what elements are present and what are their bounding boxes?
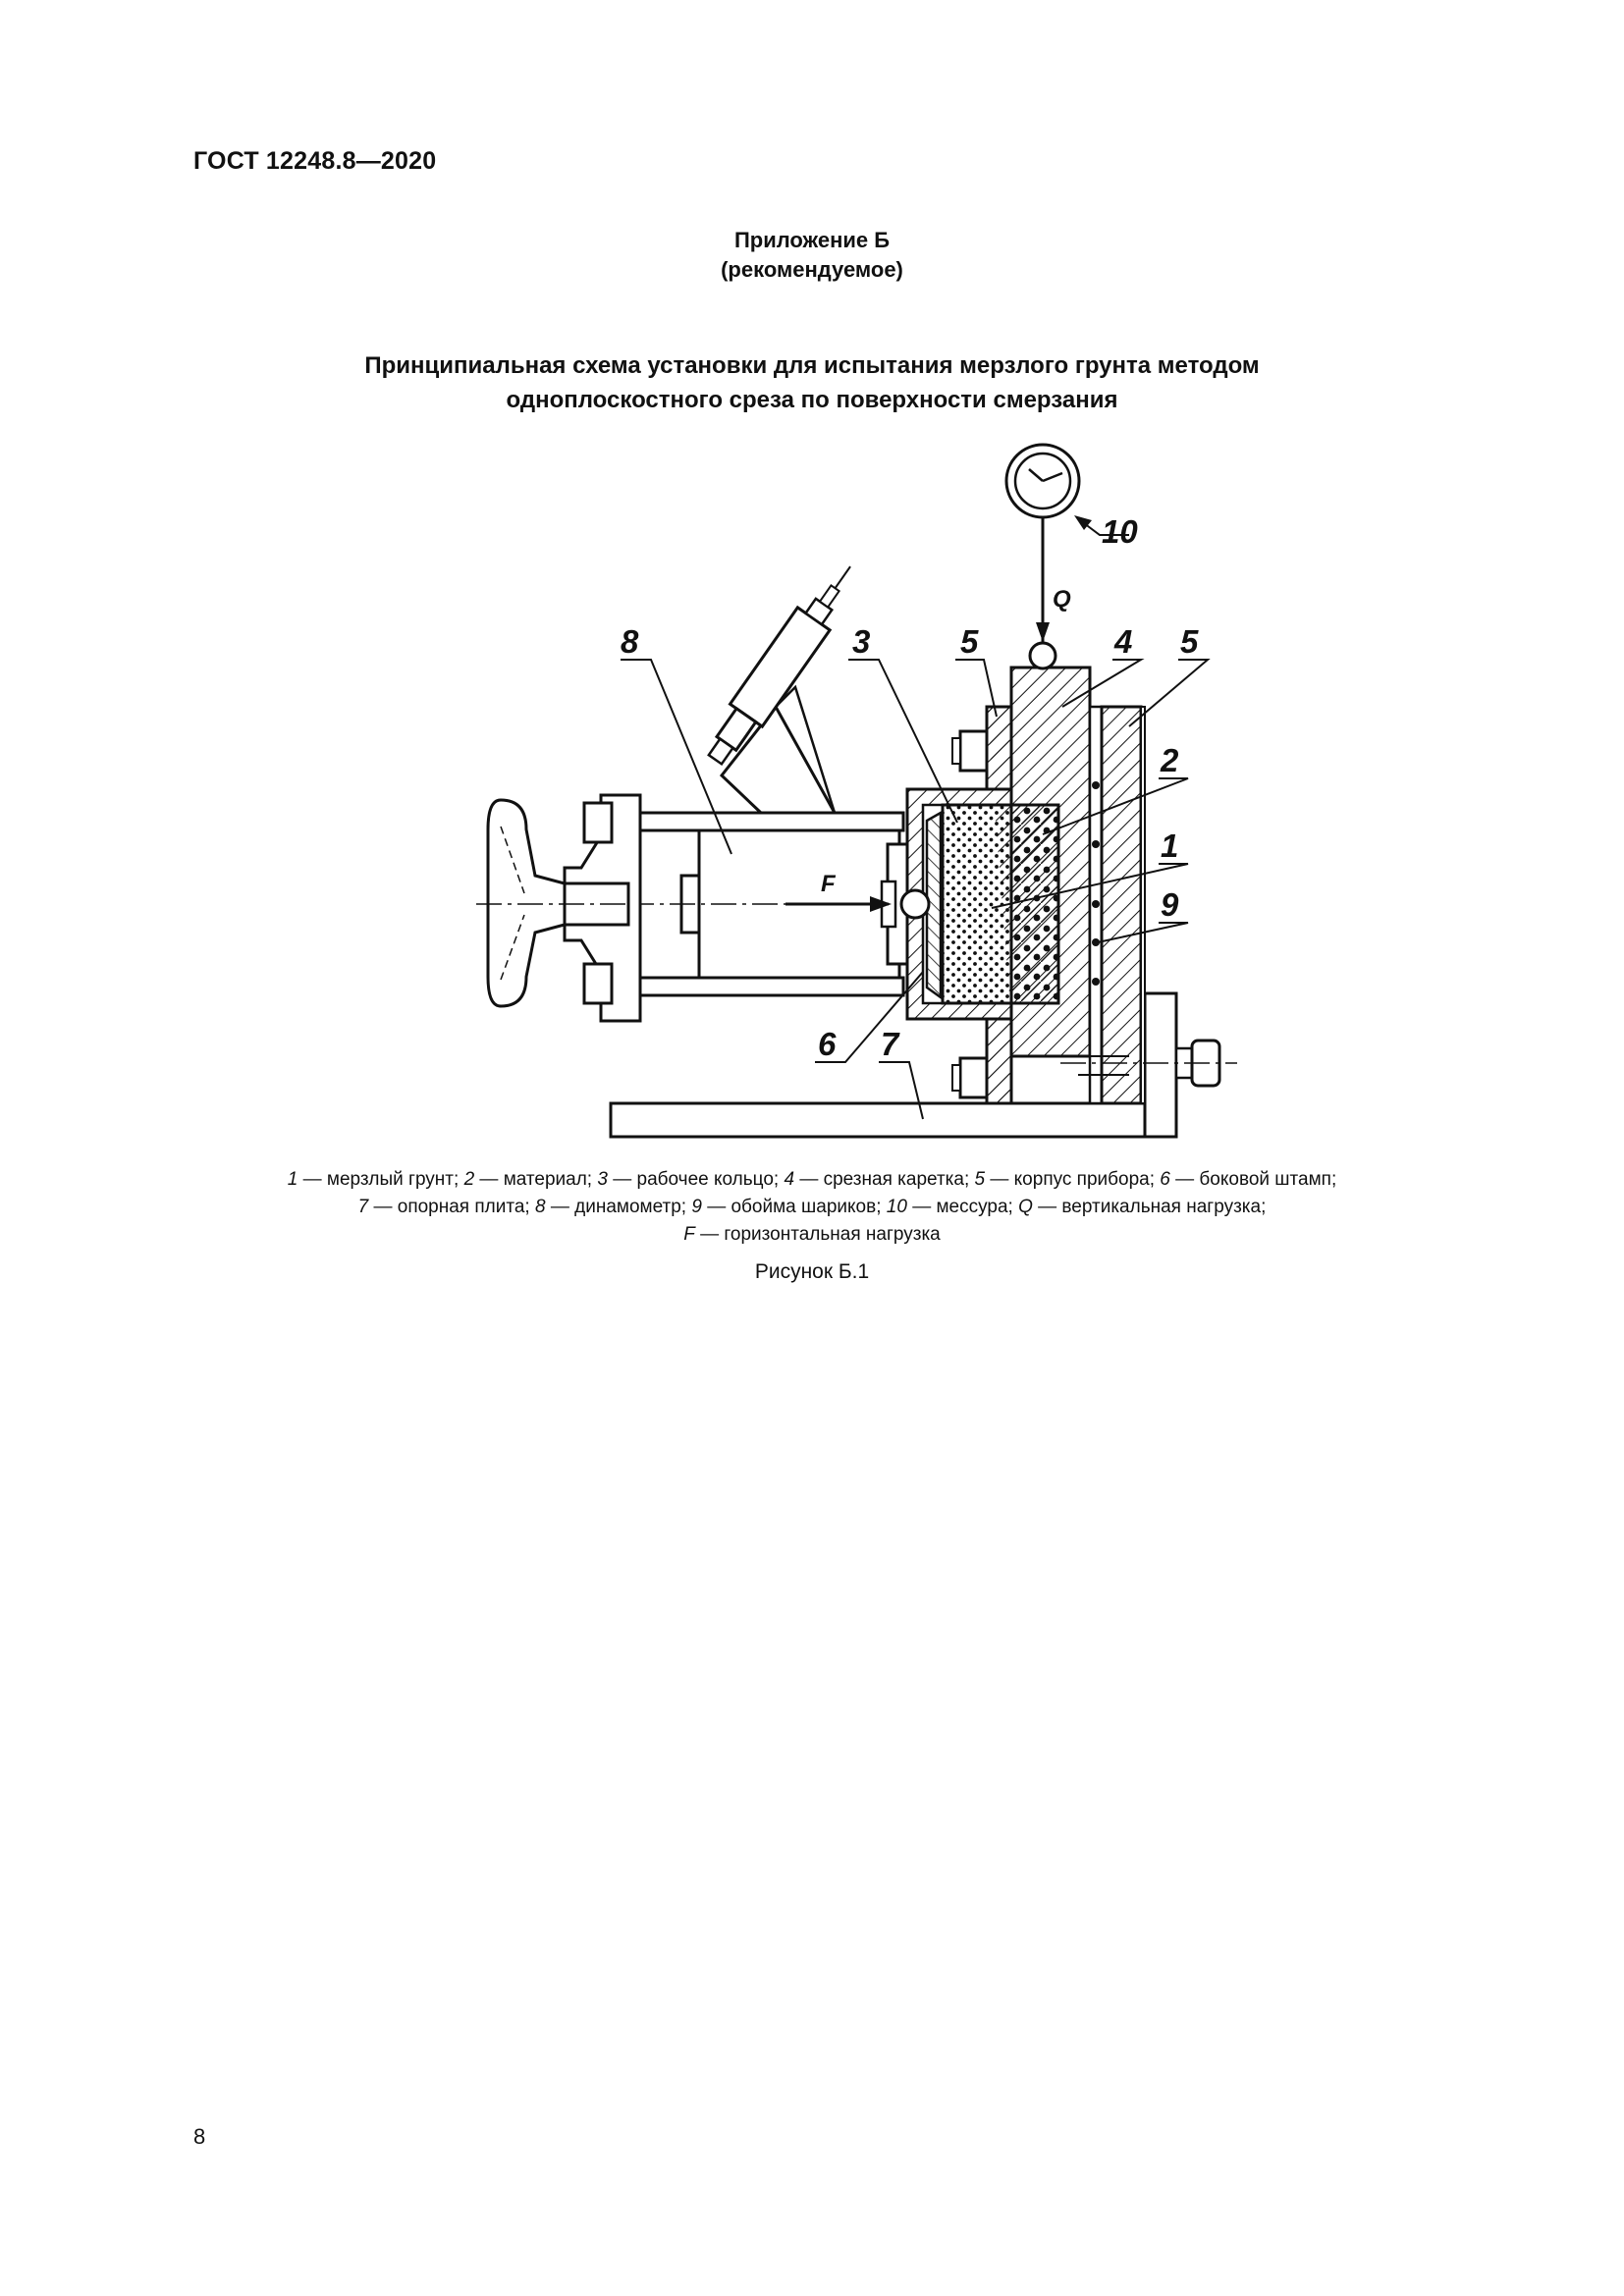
mounting-bracket xyxy=(699,556,866,813)
legend-line-2: 7 — опорная плита; 8 — динамометр; 9 — обойма шариков; 10 — мессура; Q — вертикальная нагрузка; xyxy=(357,1197,1267,1217)
force-q-label: Q xyxy=(1053,586,1071,613)
legend-line-3: F — горизонтальная нагрузка xyxy=(683,1224,941,1245)
callout-2: 2 xyxy=(1161,742,1179,778)
callout-6: 6 xyxy=(818,1026,837,1062)
appendix-note: (рекомендуемое) xyxy=(721,257,903,282)
document-code: ГОСТ 12248.8—2020 xyxy=(193,147,437,175)
callout-7: 7 xyxy=(881,1026,899,1062)
callout-3: 3 xyxy=(852,623,871,660)
figure-label: Рисунок Б.1 xyxy=(754,1260,870,1283)
figure-title-line-1: Принципиальная схема установки для испытания мерзлого грунта методом xyxy=(364,352,1260,379)
legend-line-1: 1 — мерзлый грунт; 2 — материал; 3 — рабочее кольцо; 4 — срезная каретка; 5 — корпус прибора; 6 — боковой штамп; xyxy=(287,1169,1337,1190)
force-f-label: F xyxy=(821,871,836,897)
shear-carriage xyxy=(1011,643,1090,1056)
callout-9: 9 xyxy=(1161,886,1179,923)
callout-5-left: 5 xyxy=(960,623,979,660)
callout-1: 1 xyxy=(1161,828,1179,864)
figure-legend xyxy=(0,1166,1624,1249)
callout-10: 10 xyxy=(1102,513,1138,550)
figure-title-line-2: одноплоскостного среза по поверхности смерзания xyxy=(506,387,1118,413)
callout-4: 4 xyxy=(1114,623,1133,660)
hand-wheel xyxy=(476,795,640,1021)
callout-8: 8 xyxy=(621,623,639,660)
callout-5-right: 5 xyxy=(1180,623,1199,660)
appendix-title: Приложение Б xyxy=(733,228,891,252)
page-number: 8 xyxy=(193,2124,206,2149)
